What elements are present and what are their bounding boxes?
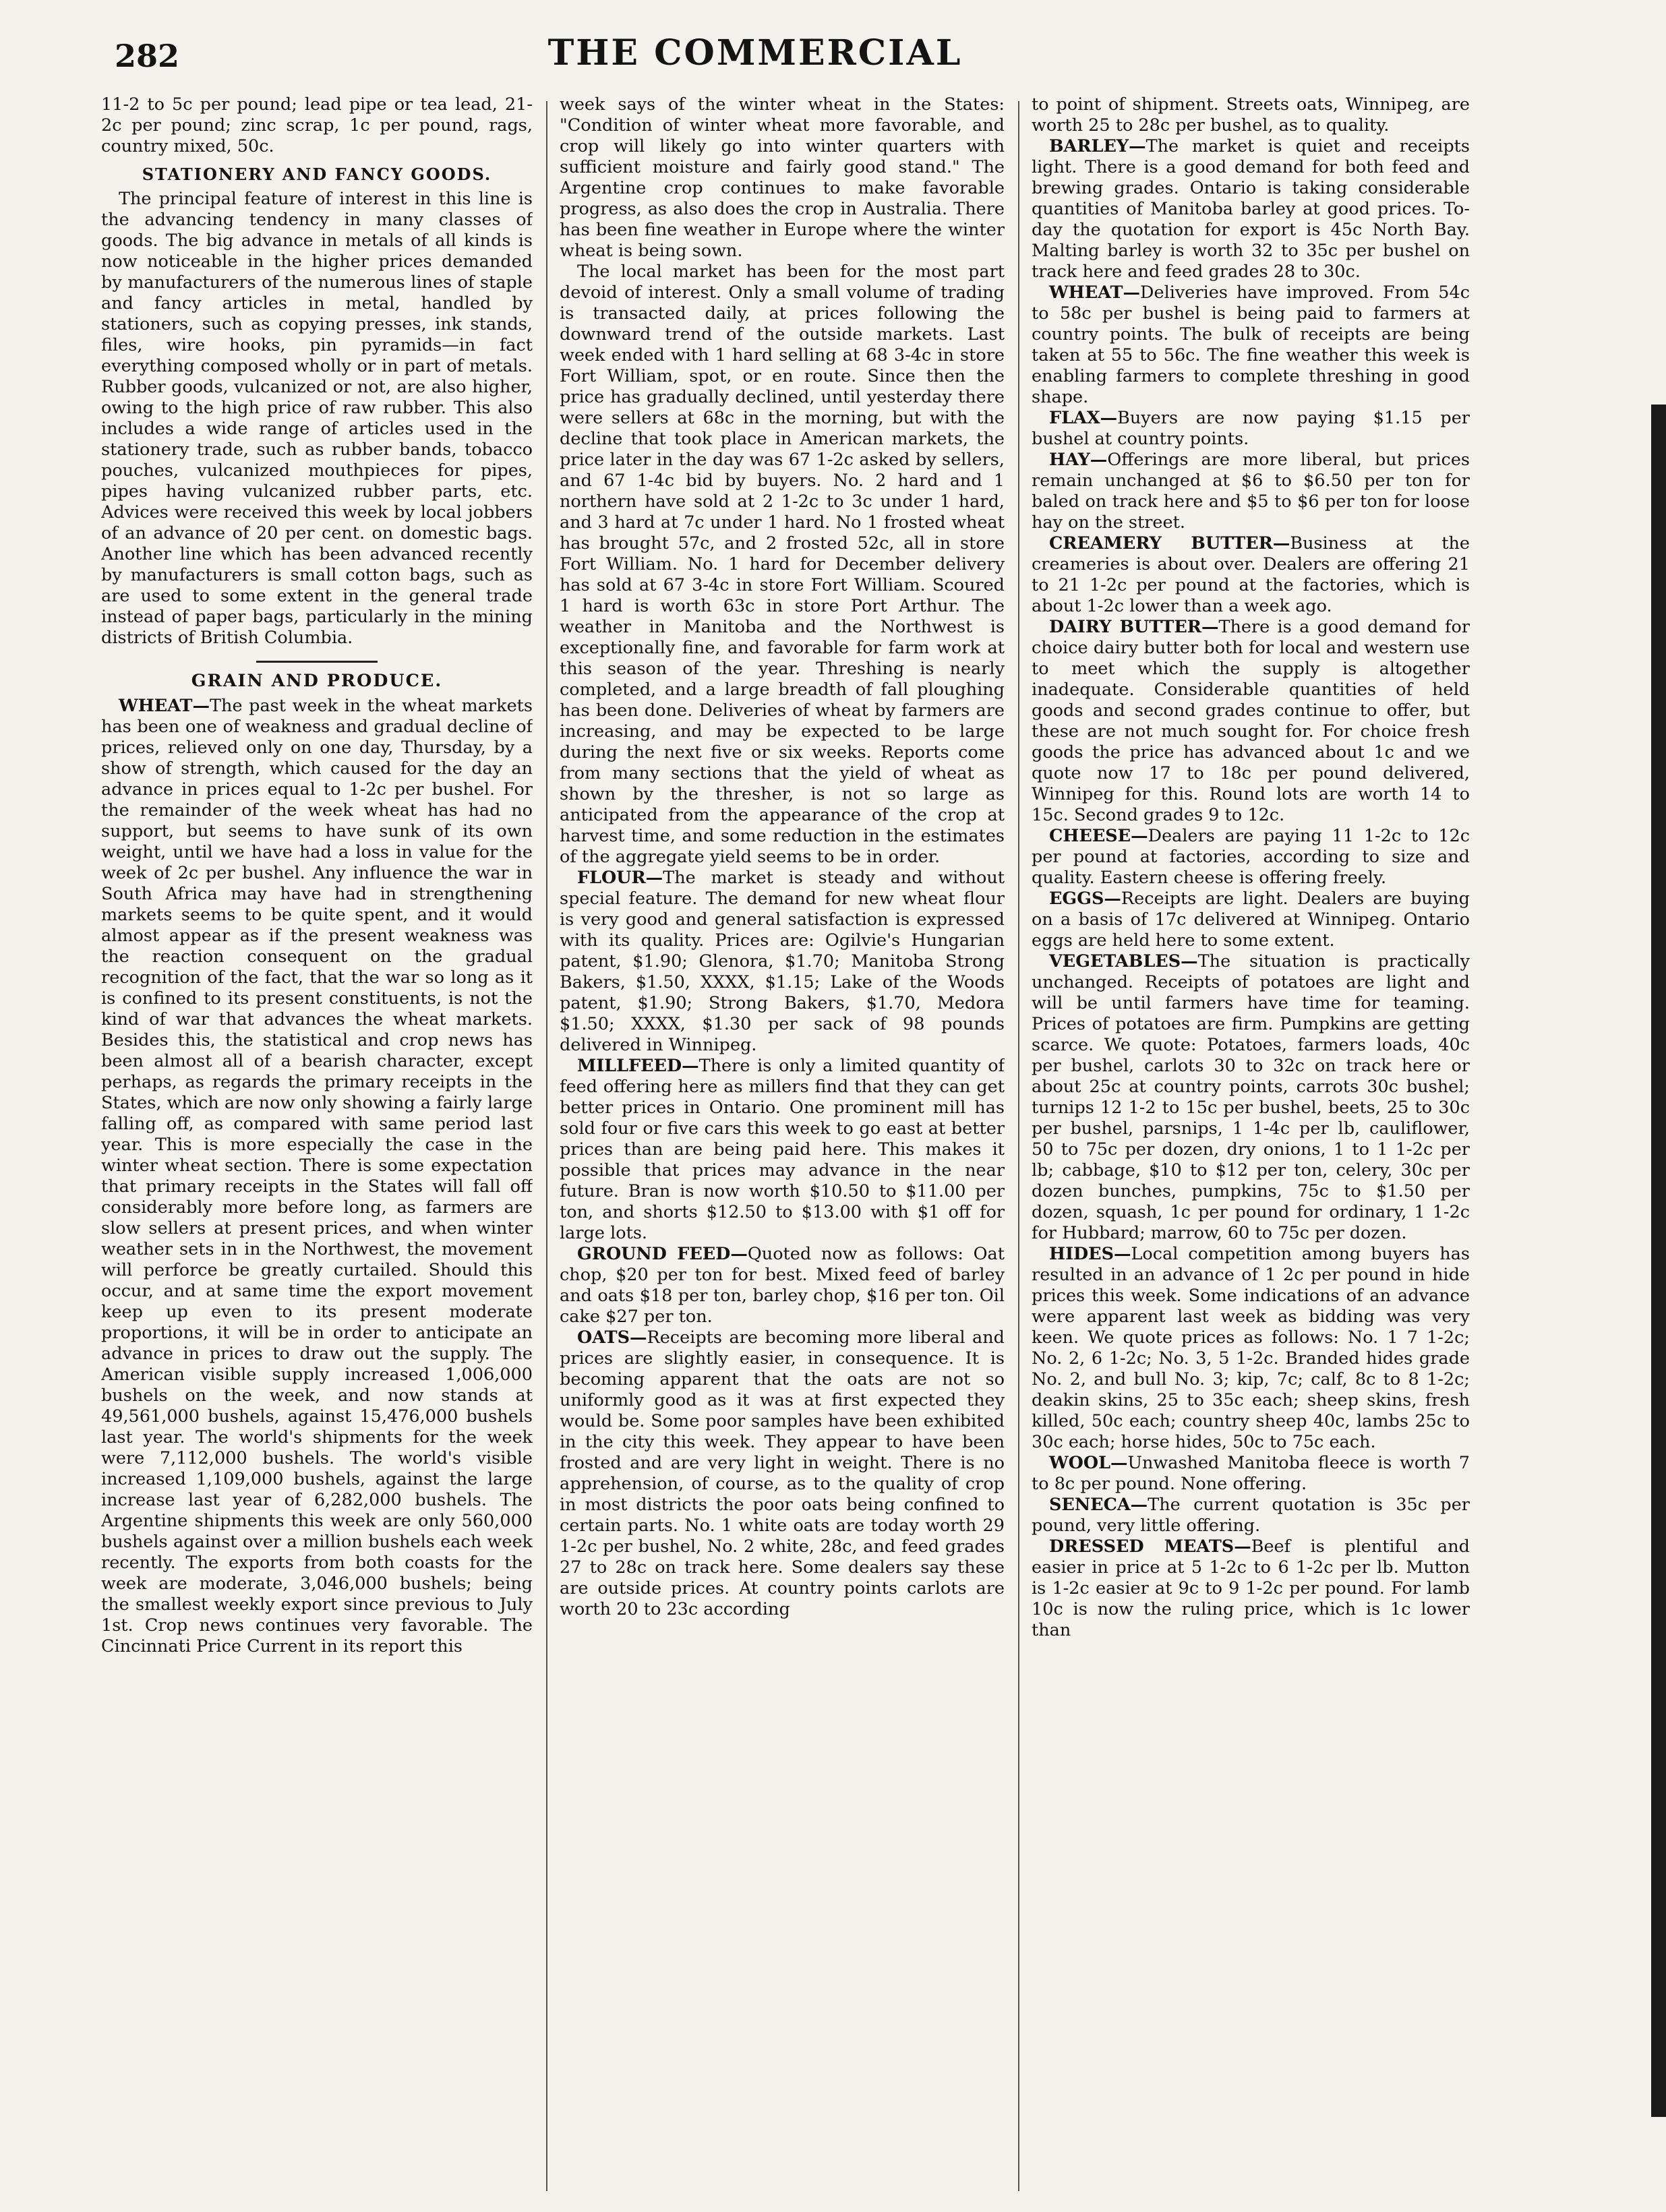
item-head: DAIRY BUTTER— xyxy=(1049,617,1219,637)
paragraph-barley: BARLEY—The market is quiet and receipts light. There is a good demand for both feed and brewing grades. Ontario is taking considerable quantities of Manitoba barley at good prices. To-day the quotation for export is 45c North Bay. Malting barley is worth 32 to 35c per bushel on track here and feed grades 28 to 30c. xyxy=(1032,136,1470,282)
item-head: WHEAT— xyxy=(119,696,210,716)
paragraph-ground-feed: GROUND FEED—Quoted now as follows: Oat chop, $20 per ton for best. Mixed feed of barley and oats $18 per ton, barley chop, $16 per ton. Oil cake $27 per ton. xyxy=(560,1244,1005,1327)
paragraph-millfeed: MILLFEED—There is only a limited quantity of feed offering here as millers find that they can get better prices in Ontario. One prominent mill has sold four or five cars this week to go east at better prices than are being paid here. This makes it possible that prices may advance in the near future. Bran is now worth $10.50 to $11.00 per ton, and shorts $12.50 to $13.00 with $1 off for large lots. xyxy=(560,1056,1005,1243)
paragraph-flax: FLAX—Buyers are now paying $1.15 per bushel at country points. xyxy=(1032,408,1470,449)
item-head: HIDES— xyxy=(1049,1244,1131,1264)
page-number: 282 xyxy=(115,38,180,74)
paragraph: 11-2 to 5c per pound; lead pipe or tea lead, 21-2c per pound; zinc scrap, 1c per pound, rags, country mixed, 50c. xyxy=(101,94,533,156)
paragraph-dressed-meats: DRESSED MEATS—Beef is plentiful and easier in price at 5 1-2c to 6 1-2c per lb. Mutton is 1-2c easier at 9c to 9 1-2c per pound. For lamb 10c is now the ruling price, which is 1c lower than xyxy=(1032,1536,1470,1640)
section-divider xyxy=(256,661,378,663)
masthead: THE COMMERCIAL xyxy=(547,32,963,73)
item-head: SENECA— xyxy=(1049,1495,1148,1515)
article-columns xyxy=(101,94,1470,2191)
column-2 xyxy=(560,94,1005,2191)
section-heading-stationery: STATIONERY AND FANCY GOODS. xyxy=(142,165,492,184)
column-rule xyxy=(1018,101,1019,2191)
paragraph-vegetables: VEGETABLES—The situation is practically unchanged. Receipts of potatoes are light and will be until farmers have time for teaming. Prices of potatoes are firm. Pumpkins are getting scarce. We quote: Potatoes, farmers loads, 40c per bushel, carlots 30 to 32c on track here or about 25c at country points, carrots 30c bushel; turnips 12 1-2 to 15c per bushel, beets, 25 to 30c per bushel, parsnips, 1 1-4c per lb, cauliflower, 50 to 75c per dozen, dry onions, 1 to 1 1-2c per lb; cabbage, $10 to $12 per ton, celery, 30c per dozen bunches, pumpkins, 75c to $1.50 per dozen, squash, 1c per pound for ordinary, 1 1-2c for Hubbard; marrow, 60 to 75c per dozen. xyxy=(1032,951,1470,1243)
paragraph-creamery-butter: CREAMERY BUTTER—Business at the creameries is about over. Dealers are offering 21 to 21 1-2c per pound at the factories, which is about 1-2c lower than a week ago. xyxy=(1032,533,1470,616)
item-head: GROUND FEED— xyxy=(577,1244,748,1264)
page-header xyxy=(81,32,1429,80)
paragraph-hay: HAY—Offerings are more liberal, but prices remain unchanged at $6 to $6.50 per ton for baled on track here and $5 to $6 per ton for loose hay on the street. xyxy=(1032,450,1470,533)
paragraph-hides: HIDES—Local competition among buyers has resulted in an advance of 1 2c per pound in hide prices this week. Some indications of an advance were apparent last week as bidding was very keen. We quote prices as follows: No. 1 7 1-2c; No. 2, 6 1-2c; No. 3, 5 1-2c. Branded hides grade No. 2, and bull No. 3; kip, 7c; calf, 8c to 8 1-2c; deakin skins, 25 to 35c each; sheep skins, fresh killed, 50c each; country sheep 40c, lambs 25c to 30c each; horse hides, 50c to 75c each. xyxy=(1032,1244,1470,1452)
paragraph-flour: FLOUR—The market is steady and without special feature. The demand for new wheat flour is very good and general satisfaction is expressed with its quality. Prices are: Ogilvie's Hungarian patent, $1.90; Glenora, $1.70; Manitoba Strong Bakers, $1.50, XXXX, $1.15; Lake of the Woods patent, $1.90; Strong Bakers, $1.70, Medora $1.50; XXXX, $1.30 per sack of 98 pounds delivered in Winnipeg. xyxy=(560,868,1005,1055)
paragraph: The principal feature of interest in this line is the advancing tendency in many classes of goods. The big advance in metals of all kinds is now noticeable in the higher prices demanded by manufacturers of the numerous lines of staple and fancy articles in metal, handled by stationers, such as copying presses, ink stands, files, wire hooks, pin pyramids—in fact everything composed wholly or in part of metals. Rubber goods, vulcanized or not, are also higher, owing to the high price of raw rubber. This also includes a wide range of articles used in the stationery trade, such as rubber bands, tobacco pouches, vulcanized mouthpieces for pipes, pipes having vulcanized rubber parts, etc. Advices were received this week by local jobbers of an advance of 20 per cent. on domestic bags. Another line which has been advanced recently by manufacturers is small cotton bags, such as are used to some extent in the general trade instead of paper bags, particularly in the mining districts of British Columbia. xyxy=(101,189,533,648)
item-head: FLAX— xyxy=(1049,408,1118,428)
item-head: DRESSED MEATS— xyxy=(1049,1536,1251,1557)
paragraph-wool: WOOL—Unwashed Manitoba fleece is worth 7 to 8c per pound. None offering. xyxy=(1032,1453,1470,1494)
item-head: WOOL— xyxy=(1049,1453,1128,1473)
paragraph: to point of shipment. Streets oats, Winnipeg, are worth 25 to 28c per bushel, as to quality. xyxy=(1032,94,1470,136)
column-3 xyxy=(1032,94,1470,2191)
paragraph-dairy-butter: DAIRY BUTTER—There is a good demand for choice dairy butter both for local and western use to meet which the supply is altogether inadequate. Considerable quantities of held goods and second grades continue to offer, but these are not much sought for. For choice fresh goods the price has advanced about 1c and we quote now 17 to 18c per pound delivered, Winnipeg for this. Round lots are worth 14 to 15c. Second grades 9 to 12c. xyxy=(1032,617,1470,825)
column-rule xyxy=(546,101,547,2191)
item-head: FLOUR— xyxy=(577,868,663,888)
item-head: EGGS— xyxy=(1049,889,1121,909)
paragraph-seneca: SENECA—The current quotation is 35c per pound, very little offering. xyxy=(1032,1495,1470,1536)
section-heading-grain: GRAIN AND PRODUCE. xyxy=(191,671,443,691)
scan-edge-shadow xyxy=(1651,405,1666,2117)
paragraph-cheese: CHEESE—Dealers are paying 11 1-2c to 12c per pound at factories, according to size and quality. Eastern cheese is offering freely. xyxy=(1032,826,1470,888)
item-head: CREAMERY BUTTER— xyxy=(1049,533,1290,554)
paragraph: week says of the winter wheat in the States: "Condition of winter wheat more favorable, and crop will likely go into winter quarters with sufficient moisture and fairly good stand." The Argentine crop continues to make favorable progress, as also does the crop in Australia. There has been fine weather in Europe where the winter wheat is being sown. xyxy=(560,94,1005,261)
item-head: MILLFEED— xyxy=(577,1056,699,1076)
paragraph-oats: OATS—Receipts are becoming more liberal and prices are slightly easier, in consequence. It is becoming apparent that the oats are not so uniformly good as it was at first expected they would be. Some poor samples have been exhibited in the city this week. They appear to have been frosted and are very light in weight. There is no apprehension, of course, as to the quality of crop in most districts the poor oats being confined to certain parts. No. 1 white oats are today worth 29 1-2c per bushel, No. 2 white, 28c, and feed grades 27 to 28c on track here. Some dealers say these are outside prices. At country points carlots are worth 20 to 23c according xyxy=(560,1327,1005,1619)
column-1 xyxy=(101,94,533,2191)
paragraph-wheat: WHEAT—The past week in the wheat markets has been one of weakness and gradual decline of prices, relieved only on one day, Thursday, by a show of strength, which caused for the day an advance in prices equal to 1-2c per bushel. For the remainder of the week wheat has had no support, but seems to have sunk of its own weight, until we have had a loss in value for the week of 2c per bushel. Any influence the war in South Africa may have had in strengthening markets seems to be quite spent, and it would almost appear as if the present weakness was the reaction consequent on the gradual recognition of the fact, that the war so long as it is confined to its present constituents, is not the kind of war that advances the wheat markets. Besides this, the statistical and crop news has been almost all of a bearish character, except perhaps, as regards the primary receipts in the States, which are now only showing a fairly large falling off, as compared with same period last year. This is more especially the case in the winter wheat section. There is some expectation that primary receipts in the States will fall off considerably more before long, as farmers are slow sellers at present prices, and when winter weather sets in in the Northwest, the movement will perforce be greatly curtailed. Should this occur, and at same time the export movement keep up even to its present moderate proportions, it will be in order to anticipate an advance in prices to draw out the supply. The American visible supply increased 1,006,000 bushels on the week, and now stands at 49,561,000 bushels, against 15,476,000 bushels last year. The world's shipments for the week were 7,112,000 bushels. The world's visible increased 1,109,000 bushels, against the large increase last year of 6,282,000 bushels. The Argentine shipments this week are only 560,000 bushels against over a million bushels each week recently. The exports from both coasts for the week are moderate, 3,046,000 bushels; being the smallest weekly export since previous to July 1st. Crop news continues very favorable. The Cincinnati Price Current in its report this xyxy=(101,696,533,1656)
item-head: WHEAT— xyxy=(1049,282,1141,303)
paragraph-wheat: WHEAT—Deliveries have improved. From 54c to 58c per bushel is being paid to farmers at country points. The bulk of receipts are being taken at 55 to 56c. The fine weather this week is enabling farmers to complete threshing in good shape. xyxy=(1032,282,1470,407)
paragraph: The local market has been for the most part devoid of interest. Only a small volume of trading is transacted daily, at prices following the downward trend of the outside markets. Last week ended with 1 hard selling at 68 3-4c in store Fort William, spot, or en route. Since then the price has gradually declined, until yesterday there were sellers at 68c in the morning, but with the decline that took place in American markets, the price later in the day was 67 1-2c asked by sellers, and 67 1-4c bid by buyers. No. 2 hard and 1 northern have sold at 2 1-2c to 3c under 1 hard, and 3 hard at 7c under 1 hard. No 1 frosted wheat has brought 57c, and 2 frosted 52c, all in store Fort William. No. 1 hard for December delivery has sold at 67 3-4c in store Fort William. Scoured 1 hard is worth 63c in store Port Arthur. The weather in Manitoba and the Northwest is exceptionally fine, and favorable for farm work at this season of the year. Threshing is nearly completed, and a large breadth of fall ploughing has been done. Deliveries of wheat by farmers are increasing, and may be expected to be large during the next five or six weeks. Reports come from many sections that the yield of wheat as shown by the thresher, is not so large as anticipated from the appearance of the crop at harvest time, and some reduction in the estimates of the aggregate yield seems to be in order. xyxy=(560,262,1005,867)
item-head: CHEESE— xyxy=(1049,826,1148,846)
item-head: VEGETABLES— xyxy=(1049,951,1198,972)
paragraph-eggs: EGGS—Receipts are light. Dealers are buying on a basis of 17c delivered at Winnipeg. Ontario eggs are held here to some extent. xyxy=(1032,889,1470,951)
item-head: HAY— xyxy=(1049,450,1108,470)
item-head: OATS— xyxy=(577,1327,647,1348)
item-head: BARLEY— xyxy=(1049,136,1146,156)
